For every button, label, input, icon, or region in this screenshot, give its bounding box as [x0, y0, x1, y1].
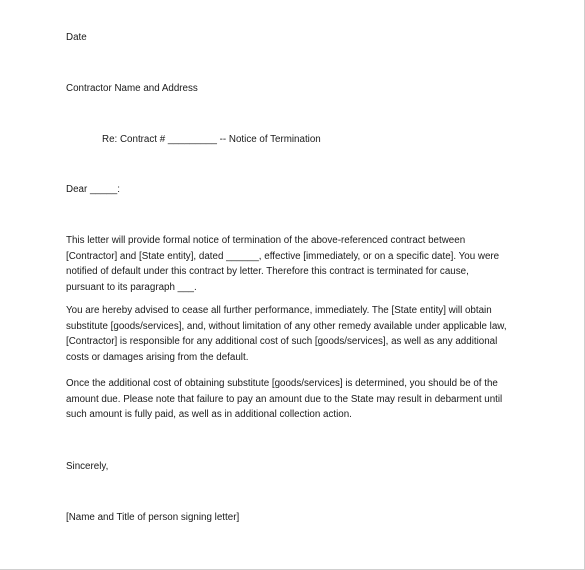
- paragraph-line: amount due. Please note that failure to pay an amount due to the State may result in debarment until: [66, 393, 503, 405]
- paragraph-line: [Contractor] is responsible for any additional cost of such [goods/services], as well as any additional: [66, 336, 498, 347]
- paragraph-line: pursuant to its paragraph ___.: [66, 281, 197, 293]
- date-label: Date: [66, 32, 87, 43]
- paragraph-line: substitute [goods/services], and, without limitation of any other remedy available under applicable law,: [66, 320, 507, 332]
- paragraph-line: costs or damages arising from the default.: [66, 351, 249, 363]
- paragraph-amount-due: [66, 376, 536, 423]
- paragraph-line: Once the additional cost of obtaining substitute [goods/services] is determined, you should be of the: [66, 378, 498, 389]
- re-line: Re: Contract # _________ -- Notice of Termination: [102, 134, 321, 145]
- paragraph-notice: [66, 233, 536, 295]
- closing: Sincerely,: [66, 461, 109, 472]
- contractor-name-address: Contractor Name and Address: [66, 83, 198, 94]
- paragraph-line: such amount is fully paid, as well as in additional collection action.: [66, 409, 352, 420]
- salutation: Dear _____:: [66, 184, 120, 195]
- signature-block: [Name and Title of person signing letter]: [66, 512, 240, 523]
- paragraph-line: [Contractor] and [State entity], dated ______, effective [immediately, or on a specific date]. You were: [66, 250, 500, 262]
- paragraph-line: You are hereby advised to cease all further performance, immediately. The [State entity] will obtain: [66, 305, 492, 316]
- paragraph-line: This letter will provide formal notice of termination of the above-referenced contract between: [66, 235, 466, 246]
- paragraph-line: notified of default under this contract by letter. Therefore this contract is terminated for cause,: [66, 266, 469, 277]
- paragraph-cease-performance: [66, 303, 536, 365]
